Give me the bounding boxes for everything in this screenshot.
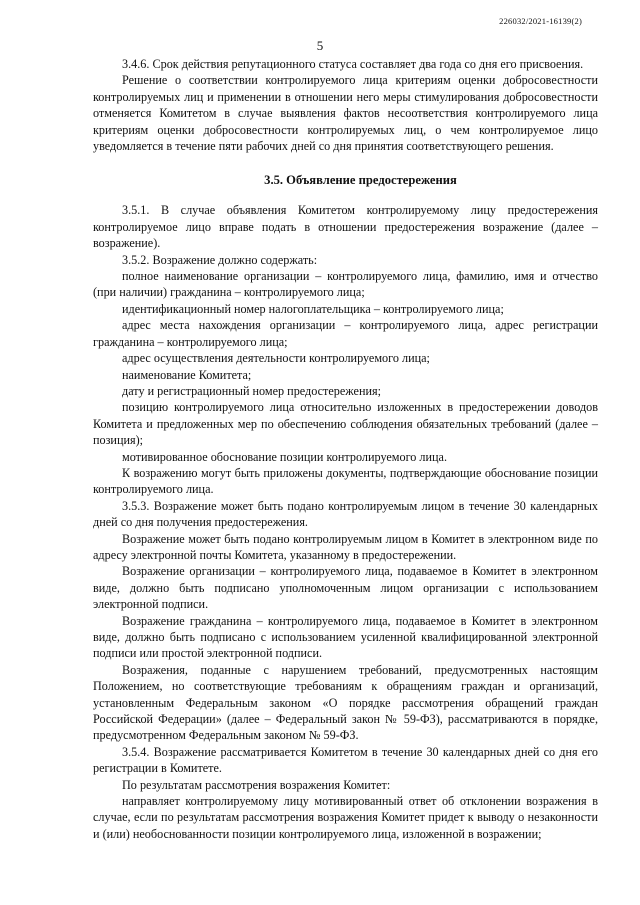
paragraph: Возражение может быть подано контролируемым лицом в Комитет в электронном виде по адресу электронной почты Комитета, указанному в предостережении. <box>93 531 598 562</box>
page-number: 5 <box>316 38 324 53</box>
list-item: мотивированное обоснование позиции контролируемого лица. <box>122 449 448 464</box>
paragraph: 3.4.6. Срок действия репутационного статуса составляет два года со дня его присвоения. <box>122 57 584 71</box>
list-item: дату и регистрационный номер предостережения; <box>122 383 381 398</box>
paragraph: По результатам рассмотрения возражения Комитет: <box>122 777 391 792</box>
paragraph: направляет контролируемому лицу мотивированный ответ об отклонении возражения в случае, если по результатам рассмотрения возражения Комитет придет к выводу о незаконности и (или) необоснованности позиции контролируемого лица, изложенной в возражении; <box>93 794 598 841</box>
list-item: наименование Комитета; <box>122 367 252 382</box>
paragraph: 3.5.2. Возражение должно содержать: <box>122 252 318 267</box>
paragraph: 3.5.1. В случае объявления Комитетом контролируемому лицу предостережения контролируемое лицо вправе подать в отношении предостережения возражение (далее – возражение). <box>93 203 598 251</box>
document-id: 226032/2021-16139(2) <box>499 16 582 26</box>
section-heading: 3.5. Объявление предостережения <box>264 173 457 188</box>
paragraph: Возражение гражданина – контролируемого лица, подаваемое в Комитет в электронном виде, должно быть подписано с использованием усиленной квалифицированной электронной подписи или простой электронной подписи. <box>93 613 598 661</box>
paragraph: 3.5.4. Возражение рассматривается Комитетом в течение 30 календарных дней со дня его регистрации в Комитете. <box>93 744 598 776</box>
paragraph: Возражения, поданные с нарушением требований, предусмотренных настоящим Положением, но соответствующие требованиям к обращениям граждан и организаций, установленным Федеральным законом «О порядке рассмотрения обращений граждан Российской Федерации» (далее – Федеральный закон № 59-ФЗ), рассматриваются в порядке, предусмотренном Федеральным законом № 59-ФЗ. <box>93 662 598 743</box>
paragraph: Решение о соответствии контролируемого лица критериям оценки добросовестности контролируемых лиц и применении в отношении него меры стимулирования добросовестности отменяется Комитетом в случае выявления фактов несоответствия контролируемого лица критериям оценки добросовестности контролируемых лиц, о чем контролируемое лицо уведомляется в течение пяти рабочих дней со дня принятия соответствующего решения. <box>93 73 598 154</box>
list-item: позицию контролируемого лица относительно изложенных в предостережении доводов Комитета и предложенных мер по обеспечению соблюдения обязательных требований (далее – позиция); <box>93 400 598 448</box>
list-item: адрес осуществления деятельности контролируемого лица; <box>122 351 430 366</box>
paragraph: Возражение организации – контролируемого лица, подаваемое в Комитет в электронном виде, должно быть подписано уполномоченным лицом организации с использованием электронной подписи. <box>93 564 598 612</box>
document-body <box>93 56 598 842</box>
list-item: адрес места нахождения организации – контролируемого лица, адрес регистрации гражданина – контролируемого лица; <box>93 318 598 349</box>
list-item: полное наименование организации – контролируемого лица, фамилию, имя и отчество (при наличии) гражданина – контролируемого лица; <box>93 269 598 300</box>
paragraph: 3.5.3. Возражение может быть подано контролируемым лицом в течение 30 календарных дней со дня получения предостережения. <box>93 498 598 530</box>
list-item: идентификационный номер налогоплательщика – контролируемого лица; <box>122 301 504 316</box>
paragraph: К возражению могут быть приложены документы, подтверждающие обоснование позиции контролируемого лица. <box>93 465 598 497</box>
